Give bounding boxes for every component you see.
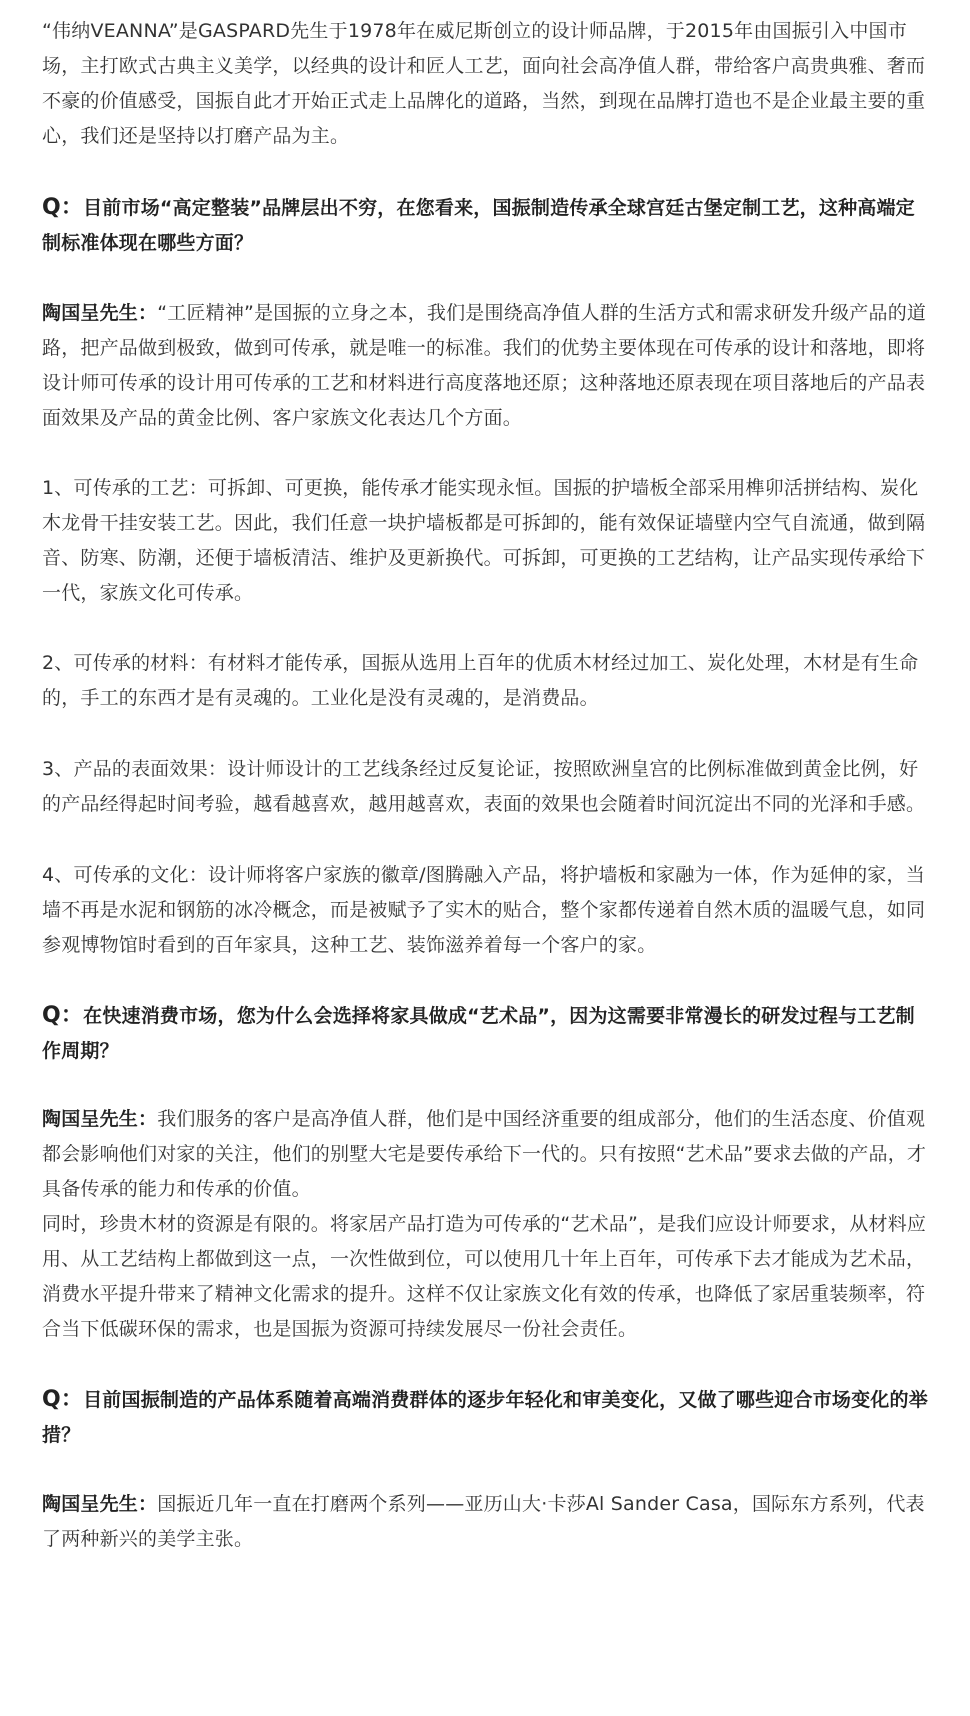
point-4-paragraph: 4、可传承的文化：设计师将客户家族的徽章/图腾融入产品，将护墙板和家融为一体，作为延伸的家，当墙不再是水泥和钢筋的冰冷概念，而是被赋予了实木的贴合，整个家都传递着自然木质的温暖气息，如同参观博物馆时看到的百年家具，这种工艺、装饰滋养着每一个客户的家。 [42, 864, 926, 956]
answer-1 [42, 296, 928, 436]
question-1 [42, 190, 928, 261]
question-3 [42, 1382, 928, 1453]
question-2 [42, 998, 928, 1069]
question-1-text: 目前市场“高定整装”品牌层出不穷，在您看来，国振制造传承全球宫廷古堡定制工艺，这种高端定制标准体现在哪些方面？ [42, 197, 915, 254]
answer-2-text: 我们服务的客户是高净值人群，他们是中国经济重要的组成部分，他们的生活态度、价值观都会影响他们对家的关注，他们的别墅大宅是要传承给下一代的。只有按照“艺术品”要求去做的产品，才具备传承的能力和传承的价值。 [42, 1108, 927, 1200]
answer-2-speaker: 陶国呈先生： [42, 1108, 158, 1130]
answer-2-continued: 同时，珍贵木材的资源是有限的。将家居产品打造为可传承的“艺术品”，是我们应设计师要求，从材料应用、从工艺结构上都做到这一点，一次性做到位，可以使用几十年上百年，可传承下去才能成为艺术品，消费水平提升带来了精神文化需求的提升。这样不仅让家族文化有效的传承，也降低了家居重装频率，符合当下低碳环保的需求，也是国振为资源可持续发展尽一份社会责任。 [42, 1213, 927, 1340]
intro-paragraph: “伟纳VEANNA”是GASPARD先生于1978年在威尼斯创立的设计师品牌，于2015年由国振引入中国市场，主打欧式古典主义美学，以经典的设计和匠人工艺，面向社会高净值人群，带给客户高贵典雅、奢而不豪的价值感受，国振自此才开始正式走上品牌化的道路，当然，到现在品牌打造也不是企业最主要的重心，我们还是坚持以打磨产品为主。 [42, 20, 926, 147]
answer-3-text: 国振近几年一直在打磨两个系列——亚历山大·卡莎Al Sander Casa，国际东方系列，代表了两种新兴的美学主张。 [42, 1493, 925, 1550]
answer-3-speaker: 陶国呈先生： [42, 1493, 158, 1515]
question-1-mark: Q： [42, 195, 84, 220]
point-2-paragraph: 2、可传承的材料：有材料才能传承，国振从选用上百年的优质木材经过加工、炭化处理，木材是有生命的，手工的东西才是有灵魂的。工业化是没有灵魂的，是消费品。 [42, 652, 919, 709]
answer-3 [42, 1487, 928, 1557]
answer-2 [42, 1102, 928, 1207]
point-1-paragraph: 1、可传承的工艺：可拆卸、可更换，能传承才能实现永恒。国振的护墙板全部采用榫卯活拼结构、炭化木龙骨干挂安装工艺。因此，我们任意一块护墙板都是可拆卸的，能有效保证墙壁内空气自流通，做到隔音、防寒、防潮，还便于墙板清洁、维护及更新换代。可拆卸，可更换的工艺结构，让产品实现传承给下一代，家族文化可传承。 [42, 477, 926, 604]
answer-1-speaker: 陶国呈先生： [42, 302, 158, 324]
question-2-mark: Q： [42, 1003, 84, 1028]
question-3-mark: Q： [42, 1387, 84, 1412]
question-2-text: 在快速消费市场，您为什么会选择将家具做成“艺术品”，因为这需要非常漫长的研发过程与工艺制作周期？ [42, 1005, 915, 1062]
answer-1-text: “工匠精神”是国振的立身之本，我们是围绕高净值人群的生活方式和需求研发升级产品的道路，把产品做到极致，做到可传承，就是唯一的标准。我们的优势主要体现在可传承的设计和落地，即将设计师可传承的设计用可传承的工艺和材料进行高度落地还原；这种落地还原表现在项目落地后的产品表面效果及产品的黄金比例、客户家族文化表达几个方面。 [42, 302, 927, 429]
point-3-paragraph: 3、产品的表面效果：设计师设计的工艺线条经过反复论证，按照欧洲皇宫的比例标准做到黄金比例，好的产品经得起时间考验，越看越喜欢，越用越喜欢，表面的效果也会随着时间沉淀出不同的光泽和手感。 [42, 758, 926, 815]
question-3-text: 目前国振制造的产品体系随着高端消费群体的逐步年轻化和审美变化，又做了哪些迎合市场变化的举措？ [42, 1389, 928, 1446]
